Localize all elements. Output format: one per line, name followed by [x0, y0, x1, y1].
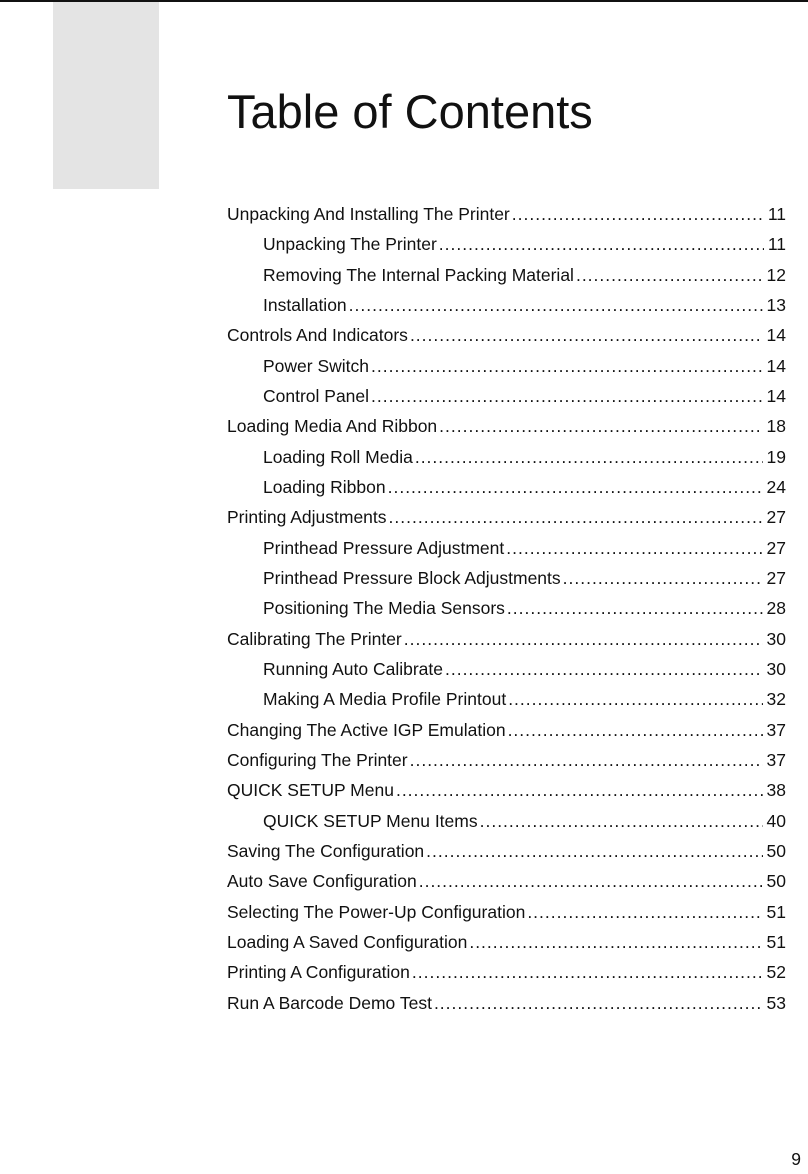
toc-entry-page: 37	[766, 719, 786, 740]
toc-entry-title: Making A Media Profile Printout	[263, 689, 507, 710]
toc-entry-page: 27	[766, 507, 786, 528]
toc-entry-title: Saving The Configuration	[227, 840, 425, 861]
toc-entry[interactable]	[227, 836, 786, 866]
toc-entry-page: 40	[766, 810, 786, 831]
toc-dot-leader	[445, 654, 763, 684]
toc-dot-leader	[507, 593, 763, 623]
toc-list	[227, 199, 786, 1018]
toc-entry[interactable]	[227, 957, 786, 987]
toc-entry-page: 51	[766, 901, 786, 922]
toc-dot-leader	[512, 199, 764, 229]
toc-entry-page: 52	[766, 962, 786, 983]
toc-dot-leader	[389, 502, 763, 532]
toc-entry[interactable]	[227, 199, 786, 229]
toc-entry-page: 24	[766, 476, 786, 497]
toc-entry-page: 50	[766, 840, 786, 861]
toc-entry[interactable]	[227, 290, 786, 320]
toc-dot-leader	[388, 472, 763, 502]
toc-entry-title: Loading A Saved Configuration	[227, 931, 468, 952]
toc-entry-page: 30	[766, 658, 786, 679]
toc-dot-leader	[426, 836, 762, 866]
toc-entry-title: Auto Save Configuration	[227, 871, 417, 892]
toc-entry[interactable]	[227, 654, 786, 684]
toc-entry[interactable]	[227, 502, 786, 532]
toc-dot-leader	[439, 229, 764, 259]
toc-entry-title: Unpacking And Installing The Printer	[227, 204, 510, 224]
toc-entry-page: 38	[766, 780, 786, 801]
toc-dot-leader	[419, 866, 763, 896]
toc-entry-title: Unpacking The Printer	[263, 234, 437, 255]
toc-entry-title: QUICK SETUP Menu Items	[263, 810, 478, 831]
toc-entry-title: Loading Roll Media	[263, 446, 413, 467]
toc-entry[interactable]	[227, 684, 786, 714]
toc-entry[interactable]	[227, 381, 786, 411]
toc-entry[interactable]	[227, 866, 786, 896]
toc-entry-page: 50	[766, 871, 786, 892]
toc-entry[interactable]	[227, 897, 786, 927]
page-number: 9	[791, 1149, 801, 1169]
toc-entry-title: Printing A Configuration	[227, 962, 410, 983]
toc-entry-title: Control Panel	[263, 385, 370, 406]
toc-entry-page: 53	[766, 992, 786, 1013]
toc-entry-title: Printing Adjustments	[227, 507, 387, 528]
toc-entry[interactable]	[227, 593, 786, 623]
toc-dot-leader	[563, 563, 763, 593]
toc-dot-leader	[396, 775, 763, 805]
toc-dot-leader	[434, 988, 763, 1018]
toc-entry[interactable]	[227, 988, 786, 1018]
toc-dot-leader	[469, 927, 762, 957]
toc-entry-title: Changing The Active IGP Emulation	[227, 719, 506, 740]
toc-dot-leader	[412, 957, 763, 987]
toc-entry-title: Selecting The Power-Up Configuration	[227, 901, 526, 922]
toc-dot-leader	[371, 381, 762, 411]
toc-entry-title: Printhead Pressure Block Adjustments	[263, 567, 561, 588]
toc-entry-title: Calibrating The Printer	[227, 628, 402, 649]
page-title: Table of Contents	[227, 85, 593, 138]
toc-entry[interactable]	[227, 775, 786, 805]
toc-entry-page: 37	[766, 749, 786, 770]
toc-entry-page: 28	[766, 598, 786, 619]
toc-entry-page: 11	[767, 234, 786, 255]
toc-dot-leader	[349, 290, 763, 320]
toc-dot-leader	[527, 897, 762, 927]
toc-entry-title: Power Switch	[263, 355, 370, 376]
toc-entry[interactable]	[227, 472, 786, 502]
toc-entry-page: 18	[766, 416, 786, 437]
toc-entry-title: Configuring The Printer	[227, 749, 408, 770]
toc-entry[interactable]	[227, 624, 786, 654]
toc-entry[interactable]	[227, 229, 786, 259]
toc-dot-leader	[410, 320, 763, 350]
toc-entry[interactable]	[227, 442, 786, 472]
toc-entry-page: 14	[766, 355, 786, 376]
toc-entry-page: 32	[766, 689, 786, 710]
toc-dot-leader	[576, 260, 763, 290]
toc-entry[interactable]	[227, 715, 786, 745]
toc-entry-page: 14	[766, 325, 786, 346]
toc-dot-leader	[404, 624, 763, 654]
toc-dot-leader	[480, 806, 763, 836]
toc-entry[interactable]	[227, 351, 786, 381]
toc-entry[interactable]	[227, 806, 786, 836]
toc-entry[interactable]	[227, 411, 786, 441]
toc-dot-leader	[506, 533, 762, 563]
toc-entry[interactable]	[227, 533, 786, 563]
toc-entry-title: Positioning The Media Sensors	[263, 598, 505, 619]
toc-entry-title: QUICK SETUP Menu	[227, 780, 394, 801]
toc-entry[interactable]	[227, 260, 786, 290]
toc-dot-leader	[371, 351, 763, 381]
toc-entry-page: 11	[767, 204, 786, 224]
toc-entry-page: 13	[766, 294, 786, 315]
toc-entry[interactable]	[227, 563, 786, 593]
toc-entry-title: Running Auto Calibrate	[263, 658, 443, 679]
toc-entry-page: 27	[766, 537, 786, 558]
toc-entry-title: Removing The Internal Packing Material	[263, 264, 574, 285]
toc-entry[interactable]	[227, 745, 786, 775]
toc-entry-page: 30	[766, 628, 786, 649]
toc-entry-page: 51	[766, 931, 786, 952]
toc-entry-title: Installation	[263, 294, 347, 315]
toc-entry-page: 12	[766, 264, 786, 285]
toc-entry-title: Printhead Pressure Adjustment	[263, 537, 505, 558]
toc-entry-title: Loading Ribbon	[263, 476, 386, 497]
toc-entry-title: Controls And Indicators	[227, 325, 408, 346]
toc-entry-title: Run A Barcode Demo Test	[227, 992, 432, 1013]
toc-dot-leader	[410, 745, 763, 775]
toc-dot-leader	[439, 411, 762, 441]
toc-entry-page: 19	[766, 446, 786, 467]
toc-entry-page: 27	[766, 567, 786, 588]
toc-dot-leader	[508, 715, 763, 745]
toc-entry[interactable]	[227, 320, 786, 350]
toc-entry-page: 14	[766, 385, 786, 406]
toc-entry-title: Loading Media And Ribbon	[227, 416, 438, 437]
toc-entry[interactable]	[227, 927, 786, 957]
toc-dot-leader	[508, 684, 762, 714]
chapter-tab	[53, 2, 159, 189]
toc-dot-leader	[415, 442, 763, 472]
